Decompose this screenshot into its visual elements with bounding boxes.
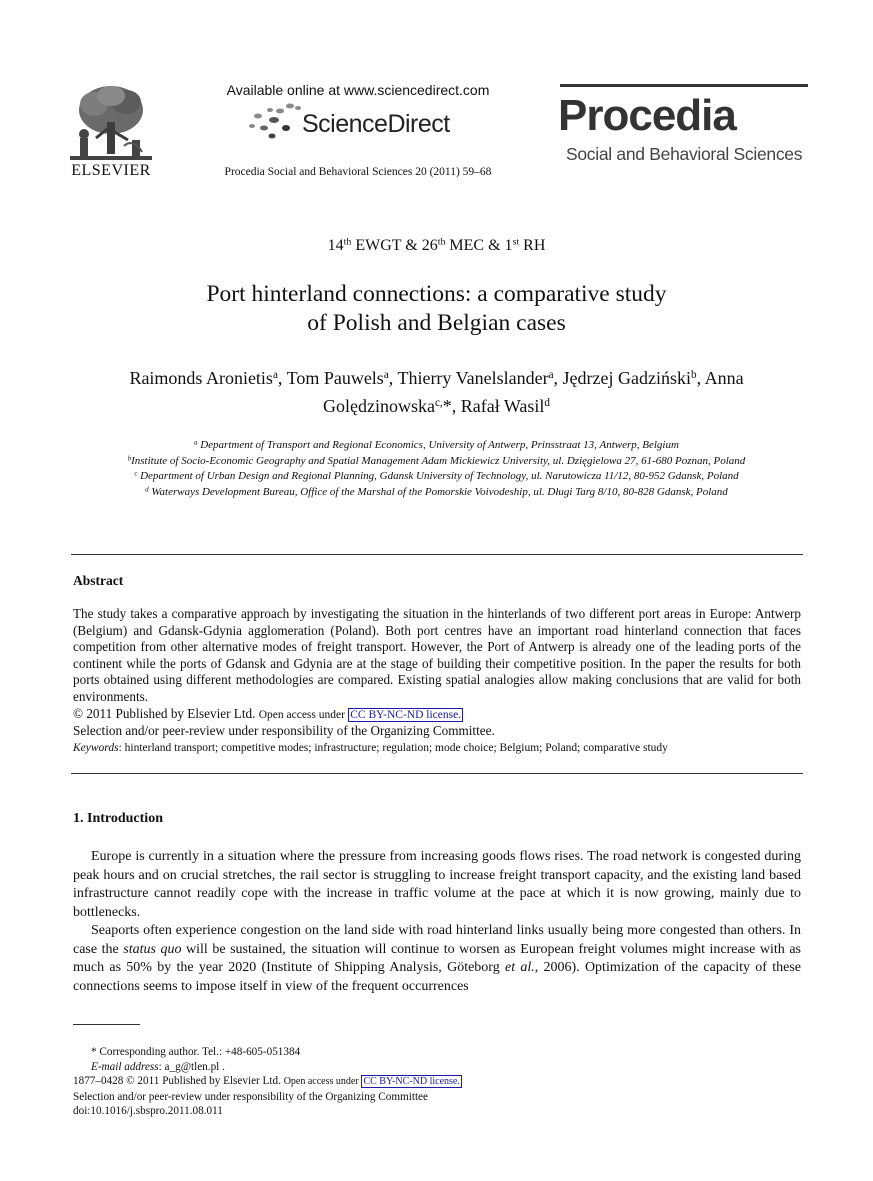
email-address[interactable]: : a_g@tlen.pl . bbox=[158, 1060, 225, 1073]
conference-text-2: MEC & bbox=[445, 237, 505, 254]
intro-p2-text-b: will be sustained, the situation will continue to worsen as European freight volumes might increase with as much as 50% by the year 2020 (Institute of Shipping Analysis, Göteborg bbox=[73, 941, 801, 975]
keywords-text: : hinterland transport; competitive modes; infrastructure; regulation; mode choice; Belgium; Poland; comparative study bbox=[118, 741, 668, 754]
affiliation-sup: b bbox=[127, 454, 132, 462]
author-name: Thierry Vanelslander bbox=[397, 368, 549, 388]
author-affil-sup: b bbox=[690, 368, 697, 381]
keywords-label: Keywords bbox=[73, 741, 119, 754]
author-separator: , Anna bbox=[696, 368, 744, 388]
introduction-heading: 1. Introduction bbox=[73, 811, 163, 826]
footnote-open-access: Open access under bbox=[283, 1076, 359, 1087]
author-separator: , bbox=[277, 368, 287, 388]
corresponding-author-footnote: * Corresponding author. Tel.: +48-605-051384 bbox=[91, 1046, 301, 1058]
intro-p2-italic-status-quo: status quo bbox=[123, 941, 182, 957]
author-affil-sup: a bbox=[272, 368, 278, 381]
abstract-bottom-rule bbox=[71, 773, 803, 774]
affiliation-sup: c bbox=[134, 470, 138, 478]
author-name: Tom Pauwels bbox=[286, 368, 384, 388]
author-list bbox=[70, 364, 803, 420]
sciencedirect-logo bbox=[246, 102, 476, 144]
author-affil-sup: c, bbox=[434, 396, 443, 409]
affiliation-sup: a bbox=[194, 439, 198, 447]
abstract-peer-review: Selection and/or peer-review under responsibility of the Organizing Committee. bbox=[73, 723, 495, 739]
procedia-title: Procedia bbox=[558, 91, 736, 140]
author-affil-sup: a bbox=[383, 368, 389, 381]
abstract-copyright: © 2011 Published by Elsevier Ltd. bbox=[73, 705, 256, 721]
abstract-block bbox=[73, 606, 801, 757]
conference-text-3: RH bbox=[519, 237, 546, 254]
elsevier-wordmark: ELSEVIER bbox=[71, 162, 151, 179]
procedia-logo bbox=[556, 84, 810, 170]
paper-title-line-1: Port hinterland connections: a comparative study bbox=[206, 281, 667, 307]
affiliation-line bbox=[60, 438, 813, 454]
affiliations bbox=[60, 438, 813, 500]
abstract-body: The study takes a comparative approach by investigating the situation in the hinterlands of two different port areas in Europe: Antwerp (Belgium) and Gdansk-Gdynia agglomeration (Poland). Both port centres have an important road hinterland connection that faces competition from other alternative modes of freight transport. However, the Port of Antwerp is already one of the leading ports of the continent while the ports of Gdansk and Gdynia are at the stage of building their competitive position. In the paper the results for both ports obtained using different methodologies are compared. Existing spatial analogies allow making conclusions that are valid for both environments. bbox=[73, 606, 801, 704]
conference-text-1: EWGT & bbox=[351, 237, 422, 254]
author-name: Raimonds Aronietis bbox=[129, 368, 273, 388]
abstract-license-link[interactable]: CC BY-NC-ND license. bbox=[350, 708, 462, 721]
conference-num-1: 14 bbox=[327, 237, 344, 254]
abstract-copyright-line bbox=[73, 706, 801, 724]
footnotes bbox=[73, 1045, 803, 1119]
email-label: E-mail address bbox=[91, 1060, 159, 1073]
intro-paragraph-1: Europe is currently in a situation where the pressure from increasing goods flows rises. The road network is congested during peak hours and on crucial stretches, the rail sector is struggling to increase freight transport capacity, and the existing land based infrastructure cannot readily cope with the increase in traffic volume at the pace at which it is now growing, mainly due to bottlenecks. bbox=[73, 849, 801, 920]
affiliation-text: Waterways Development Bureau, Office of the Marshal of the Pomorskie Voivodeship, ul. Długi Targ 8/10, 80-828 Gdansk, Poland bbox=[148, 485, 728, 498]
author-affil-sup: d bbox=[544, 396, 550, 409]
conference-num-2: 26 bbox=[421, 237, 438, 254]
footnote-peer-review: Selection and/or peer-review under responsibility of the Organizing Committee bbox=[73, 1090, 428, 1103]
doi-line: doi:10.1016/j.sbspro.2011.08.011 bbox=[73, 1105, 223, 1117]
conference-sup-2: th bbox=[437, 236, 446, 248]
introduction-body bbox=[73, 848, 801, 996]
author-name: Rafał Wasil bbox=[460, 396, 545, 416]
conference-line bbox=[0, 237, 873, 255]
conference-num-3: 1 bbox=[504, 237, 513, 254]
available-online-text: Available online at www.sciencedirect.com bbox=[226, 82, 490, 98]
affiliation-text: Institute of Socio-Economic Geography and Spatial Management Adam Mickiewicz University, ul. Dzięgielowa 27, 61-680 Poznan, Poland bbox=[131, 454, 746, 467]
affiliation-text: Department of Transport and Regional Economics, University of Antwerp, Prinsstraat 13, Antwerp, Belgium bbox=[197, 439, 679, 451]
author-separator: , bbox=[388, 368, 398, 388]
abstract-top-rule bbox=[71, 554, 803, 555]
intro-p2-italic-et-al: et al. bbox=[504, 960, 535, 975]
intro-paragraph-2 bbox=[73, 922, 801, 996]
author-name: Jędrzej Gadziński bbox=[562, 368, 691, 388]
issn-line bbox=[73, 1074, 803, 1090]
author-separator: *, bbox=[442, 396, 461, 416]
affiliation-line bbox=[60, 485, 813, 501]
journal-citation: Procedia Social and Behavioral Sciences 20 (2011) 59–68 bbox=[224, 166, 492, 178]
paper-title-line-2: of Polish and Belgian cases bbox=[307, 310, 566, 336]
footnote-license-link[interactable]: CC BY-NC-ND license. bbox=[363, 1076, 460, 1087]
affiliation-text: Department of Urban Design and Regional Planning, Gdansk University of Technology, ul. Narutowicza 11/12, 80-952 Gdansk, Poland bbox=[137, 470, 739, 482]
conference-sup-3: st bbox=[512, 236, 520, 248]
affiliation-line bbox=[60, 454, 813, 470]
abstract-open-access: Open access under bbox=[258, 708, 345, 721]
sciencedirect-wordmark: ScienceDirect bbox=[302, 110, 450, 138]
affiliation-sup: d bbox=[145, 485, 149, 493]
affiliation-line bbox=[60, 469, 813, 485]
elsevier-tree-icon bbox=[66, 82, 156, 164]
issn-text: 1877–0428 © 2011 Published by Elsevier Ltd. bbox=[73, 1075, 281, 1087]
intro-p2-text-c: , 2006). Optimization of the capacity of these connections seems to impose itself in view of the frequent occurrences bbox=[73, 960, 801, 994]
elsevier-logo bbox=[66, 82, 156, 182]
abstract-keywords-line bbox=[73, 740, 801, 757]
email-footnote bbox=[73, 1060, 803, 1075]
author-separator: , bbox=[553, 368, 563, 388]
abstract-heading: Abstract bbox=[73, 573, 124, 588]
procedia-subtitle: Social and Behavioral Sciences bbox=[566, 144, 803, 164]
procedia-top-rule bbox=[560, 84, 808, 87]
intro-p2-text-a: Seaports often experience congestion on the land side with road hinterland links usually being more congested than others. In case the bbox=[73, 923, 801, 957]
author-affil-sup: a bbox=[548, 368, 554, 381]
sciencedirect-dots-icon bbox=[246, 102, 302, 142]
conference-sup-1: th bbox=[343, 236, 352, 248]
paper-title bbox=[0, 280, 873, 338]
author-name: Golędzinowska bbox=[322, 396, 435, 416]
footnote-rule bbox=[73, 1024, 140, 1025]
